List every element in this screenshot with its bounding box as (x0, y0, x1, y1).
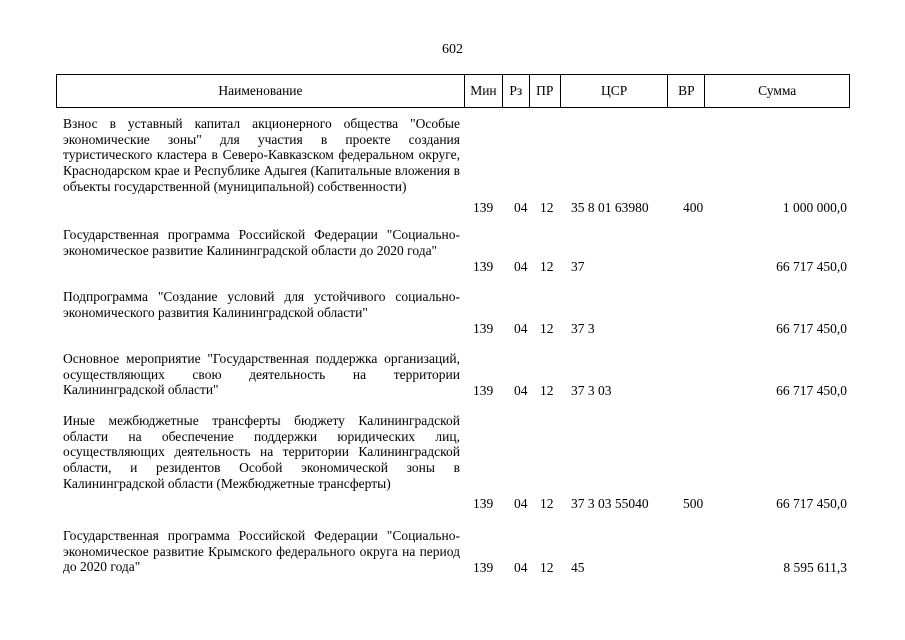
header-name: Наименование (57, 75, 465, 107)
table-body (0, 108, 905, 584)
row-pr: 12 (540, 321, 554, 336)
page-number: 602 (442, 42, 463, 57)
row-vr: 400 (683, 200, 704, 215)
row-pr: 12 (540, 200, 554, 215)
row-rz: 04 (514, 321, 528, 336)
row-pr: 12 (540, 560, 554, 575)
table-row (0, 108, 905, 226)
header-rz: Рз (503, 75, 530, 107)
header-pr: ПР (530, 75, 561, 107)
row-name: Государственная программа Российской Федерации "Социально-экономическое развитие Калининградской области до 2020 года" (63, 227, 460, 258)
table-row (0, 288, 905, 350)
table-row (0, 524, 905, 584)
row-csr: 35 8 01 63980 (571, 200, 649, 215)
row-sum: 66 717 450,0 (776, 321, 847, 336)
row-rz: 04 (514, 200, 528, 215)
row-pr: 12 (540, 259, 554, 274)
header-vr: ВР (668, 75, 705, 107)
row-min: 139 (473, 259, 494, 274)
table-row (0, 226, 905, 288)
row-sum: 66 717 450,0 (776, 259, 847, 274)
row-rz: 04 (514, 496, 528, 511)
row-sum: 8 595 611,3 (783, 560, 847, 575)
row-name: Иные межбюджетные трансферты бюджету Калининградской области на обеспечение поддержки юридических лиц, осуществляющих деятельность на территории Калининградской области, и резидентов Особой экономической зоны в Калининградской области (Межбюджетные трансферты) (63, 413, 460, 491)
row-rz: 04 (514, 383, 528, 398)
row-csr: 37 3 03 55040 (571, 496, 649, 511)
row-name: Государственная программа Российской Федерации "Социально-экономическое развитие Крымского федерального округа на период до 2020 года" (63, 528, 460, 575)
row-csr: 37 (571, 259, 585, 274)
row-pr: 12 (540, 496, 554, 511)
row-pr: 12 (540, 383, 554, 398)
table-row (0, 350, 905, 412)
row-csr: 37 3 (571, 321, 595, 336)
row-sum: 66 717 450,0 (776, 496, 847, 511)
header-csr: ЦСР (561, 75, 669, 107)
row-csr: 45 (571, 560, 585, 575)
table-row (0, 412, 905, 524)
row-csr: 37 3 03 (571, 383, 612, 398)
header-sum: Сумма (758, 83, 797, 98)
row-sum: 66 717 450,0 (776, 383, 847, 398)
row-min: 139 (473, 200, 494, 215)
row-name: Подпрограмма "Создание условий для устойчивого социально-экономического развития Калининградской области" (63, 289, 460, 320)
header-min: Мин (465, 75, 503, 107)
row-name: Основное мероприятие "Государственная поддержка организаций, осуществляющих свою деятельность на территории Калининградской области" (63, 351, 460, 398)
row-vr: 500 (683, 496, 704, 511)
row-rz: 04 (514, 259, 528, 274)
row-min: 139 (473, 560, 494, 575)
table-header (56, 74, 850, 108)
row-rz: 04 (514, 560, 528, 575)
row-name: Взнос в уставный капитал акционерного общества "Особые экономические зоны" для участия в проекте создания туристического кластера в Северо-Кавказском федеральном округе, Краснодарском крае и Республике Адыгея (Капитальные вложения в объекты государственной (муниципальной) собственности) (63, 116, 460, 194)
row-min: 139 (473, 383, 494, 398)
row-min: 139 (473, 321, 494, 336)
row-sum: 1 000 000,0 (782, 200, 847, 215)
row-min: 139 (473, 496, 494, 511)
